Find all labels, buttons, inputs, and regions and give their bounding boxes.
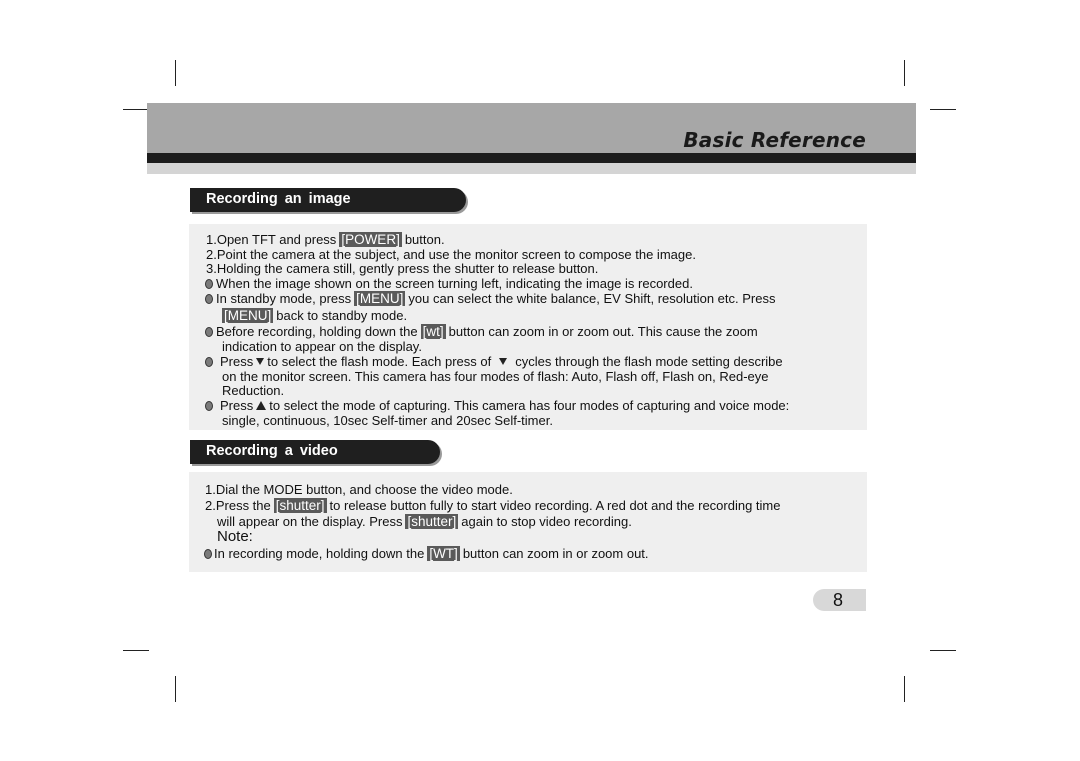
down-arrow-icon xyxy=(256,358,264,365)
down-arrow-icon xyxy=(499,358,507,365)
bullet-continuation: on the monitor screen. This camera has four modes of flash: Auto, Flash off, Flash on, Red-eye xyxy=(222,369,769,384)
bullet-item: Before recording, holding down the [wt] button can zoom in or zoom out. This cause the zoom xyxy=(205,324,758,339)
step-2: 2.Point the camera at the subject, and use the monitor screen to compose the image. xyxy=(206,247,696,262)
bullet-item: When the image shown on the screen turning left, indicating the image is recorded. xyxy=(205,276,693,291)
note-label: Note: xyxy=(217,528,253,545)
bullet-icon xyxy=(204,549,212,559)
recording-video-panel xyxy=(189,472,867,572)
page-title: Basic Reference xyxy=(683,128,866,152)
header-divider xyxy=(147,153,916,163)
section-title: Recording an image xyxy=(206,191,351,207)
header-underline xyxy=(147,163,916,174)
section-tab-recording-video xyxy=(190,440,440,464)
bullet-item: In standby mode, press [MENU] you can select the white balance, EV Shift, resolution etc. Press xyxy=(205,291,775,306)
bullet-icon xyxy=(205,279,213,289)
crop-mark xyxy=(123,650,149,651)
shutter-key: [shutter] xyxy=(275,498,325,513)
header-band xyxy=(147,103,916,153)
bullet-item: In recording mode, holding down the [WT] button can zoom in or zoom out. xyxy=(204,546,649,561)
up-arrow-icon xyxy=(256,401,266,410)
bullet-item: Press to select the mode of capturing. This camera has four modes of capturing and voice mode: xyxy=(205,398,789,413)
wt-key: [wt] xyxy=(422,324,444,339)
crop-mark xyxy=(123,109,149,110)
step-1: 1.Open TFT and press [POWER] button. xyxy=(206,232,445,247)
bullet-continuation: Reduction. xyxy=(222,383,285,398)
crop-mark xyxy=(904,676,905,702)
section-title: Recording a video xyxy=(206,443,338,459)
bullet-continuation: single, continuous, 10sec Self-timer and 20sec Self-timer. xyxy=(222,413,553,428)
shutter-key: [shutter] xyxy=(407,514,457,529)
crop-mark xyxy=(175,60,176,86)
bullet-icon xyxy=(205,357,213,367)
menu-key: [MENU] xyxy=(224,308,272,323)
step-2: 2.Press the [shutter] to release button fully to start video recording. A red dot and the recording time xyxy=(205,498,781,513)
step-3: 3.Holding the camera still, gently press the shutter to release button. xyxy=(206,261,599,276)
bullet-icon xyxy=(205,294,213,304)
crop-mark xyxy=(904,60,905,86)
bullet-continuation: [MENU] back to standby mode. xyxy=(224,308,408,323)
page-number-box xyxy=(813,589,866,611)
power-key: [POWER] xyxy=(341,232,400,247)
bullet-item: Press to select the flash mode. Each press of cycles through the flash mode setting describe xyxy=(205,354,783,369)
recording-image-panel xyxy=(189,224,867,430)
bullet-icon xyxy=(205,327,213,337)
crop-mark xyxy=(175,676,176,702)
crop-mark xyxy=(930,109,956,110)
step-2-continuation: will appear on the display. Press [shutter] again to stop video recording. xyxy=(217,514,632,529)
wt-key: [WT] xyxy=(429,546,458,561)
bullet-icon xyxy=(205,401,213,411)
step-1: 1.Dial the MODE button, and choose the video mode. xyxy=(205,482,513,497)
menu-key: [MENU] xyxy=(356,291,404,306)
crop-mark xyxy=(930,650,956,651)
section-tab-recording-image xyxy=(190,188,466,212)
page-number: 8 xyxy=(833,590,844,610)
bullet-continuation: indication to appear on the display. xyxy=(222,339,422,354)
